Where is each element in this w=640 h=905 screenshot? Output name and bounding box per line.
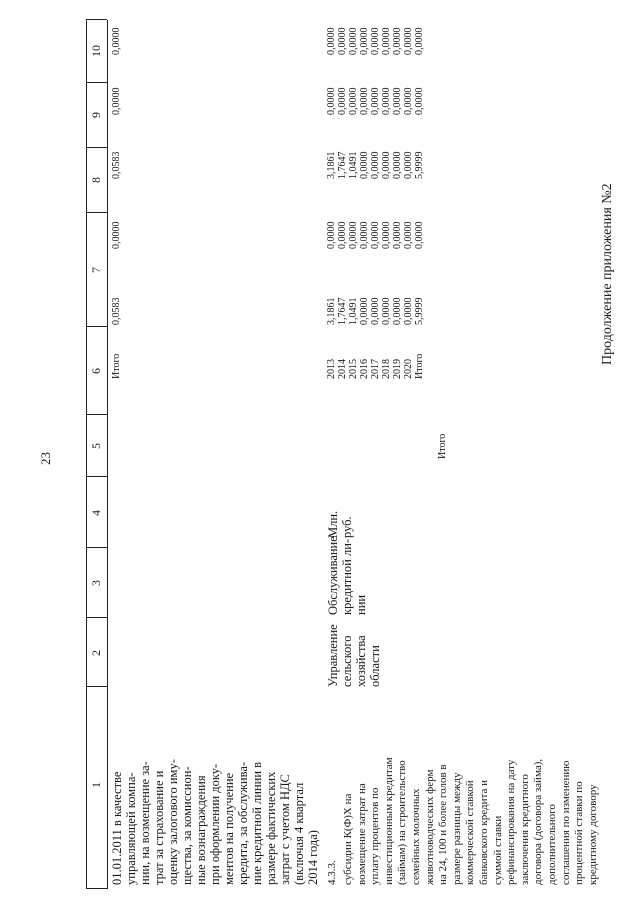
description-line: рефинансирования на дату <box>505 759 518 885</box>
description-line: уплату процентов по <box>369 787 382 885</box>
table-cell: 0,0000 <box>359 297 370 325</box>
table-cell: 0,0000 <box>392 27 403 55</box>
header-bottom-border <box>107 20 108 889</box>
item-col8-values <box>326 152 425 180</box>
executor-line: Управление <box>326 624 340 687</box>
table-cell: 0,0000 <box>381 297 392 325</box>
description-line: затрат с учетом НДС <box>278 774 292 885</box>
col-number: 2 <box>89 650 103 656</box>
table-cell: 0,0000 <box>326 221 337 249</box>
continuation-total-col7: 0,0000 <box>111 221 122 249</box>
event-line: нии <box>354 594 368 615</box>
col-number: 9 <box>89 112 103 118</box>
col-number: 6 <box>89 368 103 374</box>
table-cell: 5,9999 <box>414 151 425 179</box>
table-cell: 0,0000 <box>403 297 414 325</box>
continuation-total-col6: 0,0583 <box>111 297 122 325</box>
year-cell: 2014 <box>337 359 348 379</box>
col-number: 1 <box>89 782 103 788</box>
table-cell: 0,0000 <box>403 151 414 179</box>
table-cell: 0,0000 <box>403 27 414 55</box>
table-cell: 0,0000 <box>337 87 348 115</box>
table-cell: 0,0000 <box>381 27 392 55</box>
event-line: кредитной ли- <box>340 538 354 615</box>
description-line: возмещение затрат на <box>355 783 368 885</box>
continuation-total-col9: 0,0000 <box>111 87 122 115</box>
col-divider <box>86 547 107 548</box>
table-cell: 3,1861 <box>326 297 337 325</box>
table-cell: 0,0000 <box>392 297 403 325</box>
description-line: соглашения по изменению <box>559 760 572 885</box>
table-cell: 5,9999 <box>414 297 425 325</box>
table-cell: 0,0000 <box>403 221 414 249</box>
executor-line: хозяйства <box>354 635 368 687</box>
unit-line: Млн. <box>326 510 340 538</box>
description-line: животноводческих ферм <box>423 769 436 885</box>
table-cell: 0,0000 <box>359 221 370 249</box>
description-line: (займам) на строительство <box>396 760 409 885</box>
year-cell: 2015 <box>348 359 359 379</box>
description-line: размере разницы между <box>450 772 463 885</box>
executor-line: сельского <box>340 635 354 687</box>
item-years-column <box>326 354 425 379</box>
description-line: 2014 года) <box>306 830 320 885</box>
continuation-total-col10: 0,0000 <box>111 27 122 55</box>
description-line: банковского кредита и <box>477 780 490 885</box>
col-divider <box>86 686 107 687</box>
item-executor <box>326 624 382 687</box>
col-divider <box>86 326 107 327</box>
col-number: 7 <box>89 267 103 273</box>
year-cell: 2017 <box>370 359 381 379</box>
col-divider <box>86 476 107 477</box>
table-cell: 1,0491 <box>348 151 359 179</box>
col-number: 4 <box>89 510 103 516</box>
table-cell: 0,0000 <box>326 87 337 115</box>
description-line: щества, за комиссион- <box>180 766 194 885</box>
table-cell: 0,0000 <box>381 87 392 115</box>
table-cell: 0,0000 <box>348 27 359 55</box>
col-divider <box>86 414 107 415</box>
description-line: инвестиционным кредитам <box>382 757 395 885</box>
table-cell: 0,0000 <box>359 151 370 179</box>
description-line: договора (договора займа), <box>532 758 545 885</box>
table-cell: 0,0000 <box>337 27 348 55</box>
col-number: 10 <box>89 45 103 57</box>
description-line: ные вознаграждения <box>194 775 208 885</box>
description-line: трат за страхование и <box>152 770 166 885</box>
item-number: 4.3.3. <box>326 860 338 885</box>
page-number: 23 <box>38 452 53 465</box>
item-col6-values <box>326 298 425 326</box>
description-line: кредита, за обслужива- <box>236 761 250 885</box>
item-col10-values <box>326 28 425 56</box>
table-cell: 0,0000 <box>414 27 425 55</box>
description-line: дополнительного <box>545 804 558 885</box>
table-cell: 0,0000 <box>337 221 348 249</box>
year-cell: Итого <box>414 353 425 379</box>
table-cell: 0,0000 <box>359 27 370 55</box>
col-divider <box>86 617 107 618</box>
description-line: 01.01.2011 в качестве <box>110 771 124 885</box>
table-cell: 3,1861 <box>326 151 337 179</box>
year-cell: 2016 <box>359 359 370 379</box>
continuation-total-col8: 0,0583 <box>111 151 122 179</box>
description-line: семейных молочных <box>409 788 422 885</box>
item-col5-label: Итого <box>437 433 448 459</box>
year-cell: 2020 <box>403 359 414 379</box>
event-line: Обслуживание <box>326 536 340 615</box>
description-line: размере фактических <box>264 771 278 885</box>
table-cell: 0,0000 <box>381 221 392 249</box>
description-line: (включая 4 квартал <box>292 782 306 885</box>
description-line: коммерческой ставкой <box>464 780 477 885</box>
table-cell: 0,0000 <box>392 151 403 179</box>
continuation-total-label: Итого <box>111 353 122 379</box>
description-line: субсидии К(Ф)Х на <box>342 793 354 885</box>
year-cell: 2018 <box>381 359 392 379</box>
item-event <box>326 536 368 615</box>
year-cell: 2019 <box>392 359 403 379</box>
year-cell: 2013 <box>326 359 337 379</box>
table-cell: 0,0000 <box>381 151 392 179</box>
table-right-border <box>86 19 107 20</box>
table-top-border <box>86 20 87 889</box>
item-description <box>342 757 600 885</box>
col-number: 5 <box>89 443 103 449</box>
table-cell: 0,0000 <box>370 27 381 55</box>
table-cell: 0,0000 <box>370 297 381 325</box>
description-line: на 24, 100 и более голов в <box>437 764 450 885</box>
table-cell: 0,0000 <box>370 221 381 249</box>
table-cell: 0,0000 <box>414 221 425 249</box>
table-cell: 0,0000 <box>403 87 414 115</box>
table-cell: 1,7647 <box>337 297 348 325</box>
unit-line: руб. <box>340 516 354 538</box>
appendix-label: Продолжение приложения №2 <box>600 183 615 365</box>
description-line: суммой ставки <box>491 815 504 885</box>
table-cell: 1,0491 <box>348 297 359 325</box>
table-cell: 0,0000 <box>348 87 359 115</box>
description-line: при оформлении доку- <box>208 763 222 885</box>
col-divider <box>86 212 107 213</box>
item-col7-values <box>326 222 425 250</box>
table-cell: 0,0000 <box>414 87 425 115</box>
item-unit <box>326 511 354 538</box>
table-left-border <box>86 888 107 889</box>
description-line: процентной ставки по <box>573 781 586 885</box>
description-line: заключения кредитного <box>518 774 531 885</box>
table-cell: 1,7647 <box>337 151 348 179</box>
continuation-description <box>110 759 320 885</box>
table-cell: 0,0000 <box>392 87 403 115</box>
table-cell: 0,0000 <box>392 221 403 249</box>
col-divider <box>86 82 107 83</box>
table-cell: 0,0000 <box>348 221 359 249</box>
col-divider <box>86 147 107 148</box>
executor-line: области <box>368 645 382 687</box>
col-number: 3 <box>89 580 103 586</box>
description-line: ние кредитной линии в <box>250 761 264 885</box>
table-cell: 0,0000 <box>359 87 370 115</box>
table-cell: 0,0000 <box>370 87 381 115</box>
description-line: оценку залогового иму- <box>166 759 180 885</box>
description-line: управляющей компа- <box>124 772 138 885</box>
table-cell: 0,0000 <box>326 27 337 55</box>
col-number: 8 <box>89 177 103 183</box>
item-col9-values <box>326 88 425 116</box>
description-line: нии, на возмещение за- <box>138 761 152 885</box>
description-line: кредитному договору <box>586 784 599 885</box>
table-cell: 0,0000 <box>370 151 381 179</box>
description-line: ментов на получение <box>222 772 236 885</box>
